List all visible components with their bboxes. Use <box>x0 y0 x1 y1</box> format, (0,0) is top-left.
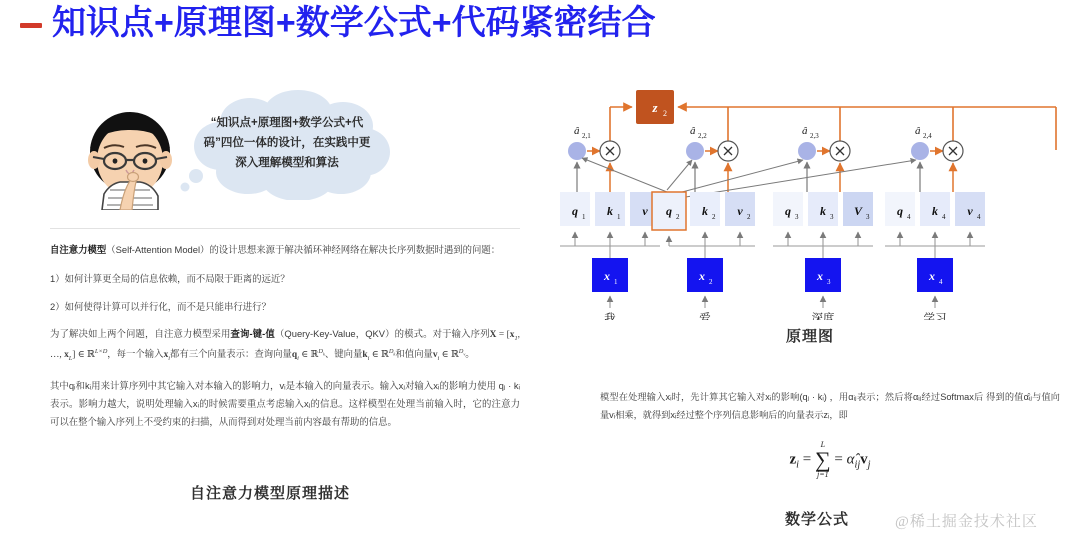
attention-unit-3 <box>798 125 850 192</box>
formula-equation: $z_i$ = L ∑ j=1 = $\alphâ_{ij}v_j$ <box>789 439 871 479</box>
svg-text:3: 3 <box>795 213 799 221</box>
page-title <box>20 6 656 40</box>
paragraph-question-2: 2）如何使得计算可以并行化，而不是只能串行进行？ <box>50 300 271 312</box>
svg-text:x: x <box>929 269 935 283</box>
input-boxes <box>592 258 953 292</box>
svg-text:â: â <box>690 125 696 137</box>
svg-text:3: 3 <box>866 213 870 221</box>
self-attention-diagram <box>540 70 1080 320</box>
svg-text:2,1: 2,1 <box>582 132 591 140</box>
svg-text:q: q <box>785 204 791 218</box>
article-body <box>50 228 520 443</box>
qkv-text-b: （Query-Key-Value，QKV）的模式。对于输入序列 <box>274 327 490 339</box>
word-3: 深度 <box>811 313 835 320</box>
svg-text:k: k <box>702 204 708 218</box>
svg-text:k: k <box>932 204 938 218</box>
paragraph-intro-rest: （Self-Attention Model）的设计思想来源于解决循环神经网络在解决长序列数据时遇到的问题： <box>106 244 501 255</box>
formula-section <box>600 388 1060 479</box>
svg-text:x: x <box>699 269 705 283</box>
svg-text:2,4: 2,4 <box>923 132 932 140</box>
svg-text:1: 1 <box>582 213 586 221</box>
attention-unit-4 <box>911 125 963 192</box>
svg-text:1: 1 <box>614 278 618 286</box>
math-X: X <box>489 329 497 340</box>
caption-article: 自注意力模型原理描述 <box>189 485 350 502</box>
paragraph-intro-bold: 自注意力模型 <box>50 244 107 255</box>
watermark: @稀土掘金技术社区 <box>895 514 1038 530</box>
attention-unit-1 <box>568 125 620 192</box>
formula-description <box>600 388 1060 425</box>
svg-text:4: 4 <box>907 213 911 221</box>
svg-text:4: 4 <box>977 213 981 221</box>
svg-text:q: q <box>666 204 672 218</box>
svg-text:v: v <box>642 204 648 218</box>
qkv-row-4 <box>885 192 985 226</box>
speech-bubble <box>178 88 396 200</box>
formula-desc-line1: 模型在处理输入xᵢ时，先计算其它输入对xᵢ的影响(qⱼ · kᵢ) ，用αᵢⱼ表示；然后将αᵢⱼ经过Softmax后 <box>600 392 984 402</box>
svg-text:2: 2 <box>676 213 680 221</box>
attention-unit-2 <box>686 125 738 192</box>
word-4: 学习 <box>923 313 947 320</box>
svg-text:v: v <box>737 204 743 218</box>
svg-text:2: 2 <box>663 109 667 118</box>
svg-text:2: 2 <box>747 213 751 221</box>
paragraph-qkv: 为了解决如上两个问题，自注意力模型采用查询-键-值（Query-Key-Value，QKV）的模式。对于输入序列$X = [x_1$, …, $x_L$] ∈ ℝ$^{L\times D}$，每一个输入$x_i$都有三个向量表示：查询向量$q_i$ ∈ ℝ$^{D_k}$、键向量$k_i$ ∈ ℝ$^{D_k}$和值向量$v_i$ ∈ ℝ$^{D_v}$。 <box>50 327 520 363</box>
word-2: 爱 <box>699 313 711 320</box>
paragraph-influence: 其中qᵢ和kᵢ用来计算序列中其它输入对本输入的影响力，vᵢ是本输入的向量表示。输入xⱼ对输入xᵢ的影响力使用 qⱼ · kᵢ 表示。影响力越大，说明处理输入xᵢ的时候需要重点考虑输入xⱼ的信息。这样模型在处理当前输入时，它的注意力可以在整个输入序列上不受约束的扫描，从而得到对处理当前内容最有帮助的信息。 <box>50 379 520 428</box>
svg-text:V: V <box>853 204 863 218</box>
svg-text:â: â <box>802 125 808 137</box>
svg-text:4: 4 <box>942 213 946 221</box>
speech-bubble-text: “知识点+原理图+数学公式+代码”四位一体的设计，在实践中更深入理解模型和算法 <box>203 117 371 169</box>
left-column <box>0 70 540 560</box>
svg-text:k: k <box>607 204 613 218</box>
caption-diagram: 原理图 <box>785 328 834 345</box>
qkv-row-3 <box>773 192 873 226</box>
qkv-text-a: 为了解决如上两个问题，自注意力模型采用 <box>50 327 231 339</box>
svg-text:q: q <box>897 204 903 218</box>
svg-text:3: 3 <box>830 213 834 221</box>
svg-text:4: 4 <box>939 278 943 286</box>
qkv-text-f: 和值向量 <box>395 348 433 360</box>
svg-text:q: q <box>572 204 578 218</box>
word-1: 我 <box>604 313 616 320</box>
qkv-row-1 <box>560 192 660 226</box>
formula-desc-line2: 得到的值α̂ᵢⱼ与值向量vᵢ相乘，就得到xᵢ经过整个序列信息影响后的向量表示zᵢ，即 <box>600 392 1060 421</box>
svg-text:1: 1 <box>617 213 621 221</box>
svg-text:2: 2 <box>709 278 713 286</box>
qkv-text-c: ，每一个输入 <box>107 348 164 360</box>
svg-text:2: 2 <box>712 213 716 221</box>
avatar <box>74 108 186 210</box>
svg-text:x: x <box>817 269 823 283</box>
svg-text:v: v <box>967 204 973 218</box>
qkv-text-d: 都有三个向量表示：查询向量 <box>170 348 292 360</box>
caption-formula: 数学公式 <box>785 511 850 528</box>
title-text: 知识点+原理图+数学公式+代码紧密结合 <box>52 4 656 42</box>
qkv-text-g: 。 <box>465 348 475 360</box>
diagram-output-label: z <box>652 100 658 115</box>
title-dash-icon <box>20 23 42 28</box>
paragraph-intro <box>50 241 520 259</box>
svg-text:2,2: 2,2 <box>698 132 707 140</box>
paragraph-question-1: 1）如何计算更全局的信息依赖，而不局限于距离的远近？ <box>50 273 290 285</box>
svg-text:2,3: 2,3 <box>810 132 819 140</box>
svg-text:x: x <box>604 269 610 283</box>
svg-text:â: â <box>915 125 921 137</box>
svg-text:k: k <box>820 204 826 218</box>
qkv-text-e: 、键向量 <box>324 348 363 360</box>
right-column <box>540 70 1080 560</box>
svg-text:3: 3 <box>827 278 831 286</box>
qkv-row-2 <box>652 192 755 230</box>
svg-text:â: â <box>574 125 580 137</box>
qkv-bold: 查询-键-值 <box>230 327 275 339</box>
